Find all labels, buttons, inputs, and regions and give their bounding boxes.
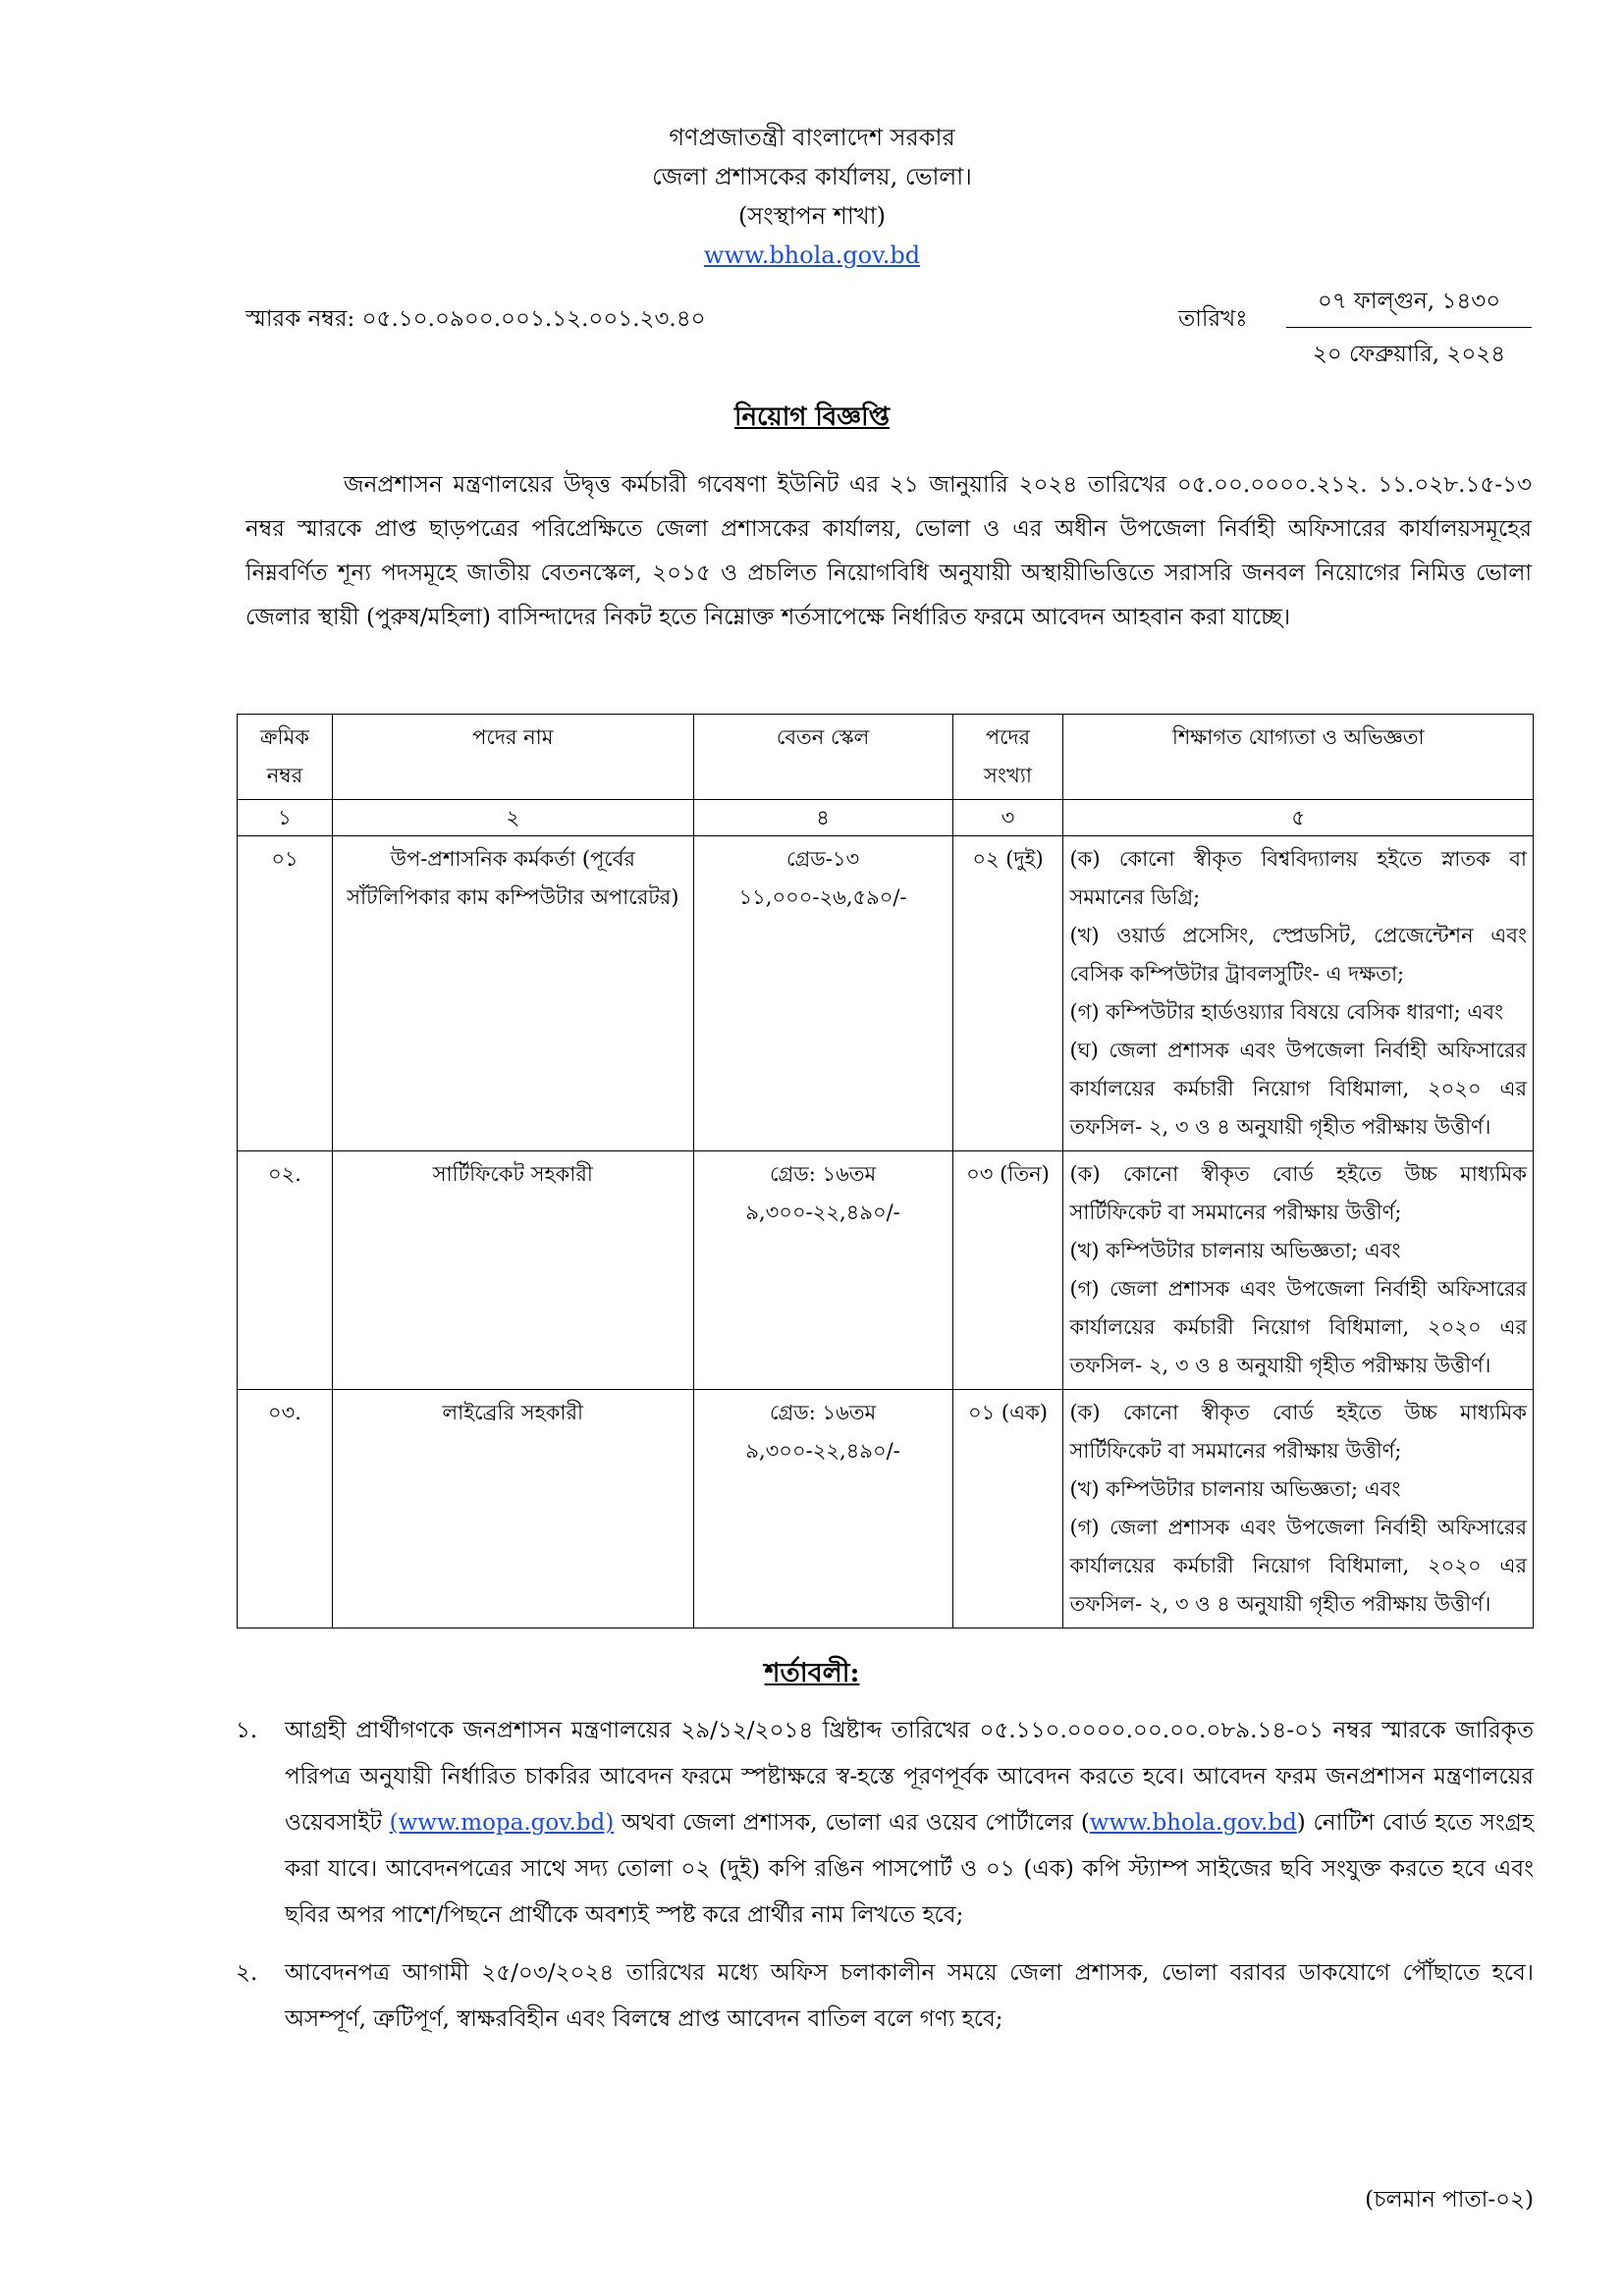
- condition-item: [236, 1708, 1534, 1939]
- condition-number: ১.: [236, 1718, 258, 1743]
- table-row: [238, 1151, 1534, 1390]
- header-scale: বেতন স্কেল: [693, 715, 952, 800]
- row-post: লাইব্রেরি সহকারী: [332, 1390, 693, 1629]
- condition-text: আগ্রহী প্রার্থীগণকে জনপ্রশাসন মন্ত্রণালয়ের ২৯/১২/২০১৪ খ্রিষ্টাব্দ তারিখের ০৫.১১০.০০০০.০০.০০.০৮৯.১৪-০১ নম্বর স্মারকে জারিকৃত পরিপত্র অনুযায়ী নির্ধারিত চাকরির আবেদন ফরমে স্পষ্টাক্ষরে স্ব-হস্তে পূরণপূর্বক আবেদন করতে হবে। আবেদন ফরম জনপ্রশাসন মন্ত্রণালয়ের ওয়েবসাইট: [285, 1718, 1534, 1836]
- row-serial: ০১: [238, 836, 333, 1151]
- col-num: ৫: [1063, 800, 1534, 836]
- row-count: ০৩ (তিন): [952, 1151, 1063, 1390]
- conditions-list: [236, 1708, 1534, 2055]
- mopa-link[interactable]: (www.mopa.gov.bd): [389, 1810, 615, 1836]
- memo-value: ০৫.১০.০৯০০.০০১.১২.০০১.২৩.৪০: [361, 306, 706, 332]
- notice-title-text: নিয়োগ বিজ্ঞপ্তি: [734, 402, 890, 432]
- row-serial: ০৩.: [238, 1390, 333, 1629]
- condition-text: আবেদনপত্র আগামী ২৫/০৩/২০২৪ তারিখের মধ্যে অফিস চলাকালীন সময়ে জেলা প্রশাসক, ভোলা বরাবর ডাকযোগে পৌঁছাতে হবে। অসম্পূর্ণ, ত্রুটিপূর্ণ, স্বাক্ষরবিহীন এবং বিলম্বে প্রাপ্ত আবেদন বাতিল বলে গণ্য হবে;: [285, 1960, 1534, 2032]
- row-scale: গ্রেড: ১৬তম ৯,৩০০-২২,৪৯০/-: [693, 1151, 952, 1390]
- header-post: পদের নাম: [332, 715, 693, 800]
- continued-page-note: (চলমান পাতা-০২): [1365, 2187, 1534, 2213]
- col-num: ২: [332, 800, 693, 836]
- condition-item: [236, 1950, 1534, 2043]
- row-qualification: (ক) কোনো স্বীকৃত বিশ্ববিদ্যালয় হইতে স্নাতক বা সমমানের ডিগ্রি; (খ) ওয়ার্ড প্রসেসিং, স্প্রেডসিট, প্রেজেন্টেশন এবং বেসিক কম্পিউটার ট্রাবলসুটিং- এ দক্ষতা; (গ) কম্পিউটার হার্ডওয়্যার বিষয়ে বেসিক ধারণা; এবং (ঘ) জেলা প্রশাসক এবং উপজেলা নির্বাহী অফিসারের কার্যালয়ের কর্মচারী নিয়োগ বিধিমালা, ২০২০ এর তফসিল- ২, ৩ ও ৪ অনুযায়ী গৃহীত পরীক্ষায় উত্তীর্ণ।: [1063, 836, 1534, 1151]
- date-block: [1286, 283, 1532, 374]
- condition-text: অথবা জেলা প্রশাসক, ভোলা এর ওয়েব পোর্টালের (: [614, 1810, 1090, 1836]
- col-num: ৪: [693, 800, 952, 836]
- office-name: জেলা প্রশাসকের কার্যালয়, ভোলা।: [652, 163, 972, 190]
- vacancy-table: [237, 714, 1534, 1629]
- row-scale: গ্রেড: ১৬তম ৯,৩০০-২২,৪৯০/-: [693, 1390, 952, 1629]
- header-serial: ক্রমিক নম্বর: [238, 715, 333, 800]
- memo-label: স্মারক নম্বর:: [245, 306, 355, 332]
- intro-paragraph: জনপ্রশাসন মন্ত্রণালয়ের উদ্বৃত্ত কর্মচারী গবেষণা ইউনিট এর ২১ জানুয়ারি ২০২৪ তারিখের ০৫.০০.০০০০.২১২. ১১.০২৮.১৫-১৩ নম্বর স্মারকে প্রাপ্ত ছাড়পত্রের পরিপ্রেক্ষিতে জেলা প্রশাসকের কার্যালয়, ভোলা ও এর অধীন উপজেলা নির্বাহী অফিসারের কার্যালয়সমূহের নিম্নবর্ণিত শূন্য পদসমূহে জাতীয় বেতনস্কেল, ২০১৫ ও প্রচলিত নিয়োগবিধি অনুযায়ী অস্থায়ীভিত্তিতে সরাসরি জনবল নিয়োগের নিমিত্ত ভোলা জেলার স্থায়ী (পুরুষ/মহিলা) বাসিন্দাদের নিকট হতে নিম্নোক্ত শর্তসাপেক্ষে নির্ধারিত ফরমে আবেদন আহবান করা যাচ্ছে।: [245, 472, 1532, 630]
- website-line: [0, 236, 1624, 275]
- row-serial: ০২.: [238, 1151, 333, 1390]
- column-number-row: [238, 800, 1534, 836]
- col-num: ১: [238, 800, 333, 836]
- row-post: সার্টিফিকেট সহকারী: [332, 1151, 693, 1390]
- bhola-link[interactable]: www.bhola.gov.bd: [1089, 1810, 1297, 1836]
- condition-number: ২.: [236, 1960, 258, 1986]
- row-count: ০১ (এক): [952, 1390, 1063, 1629]
- row-scale: গ্রেড-১৩ ১১,০০০-২৬,৫৯০/-: [693, 836, 952, 1151]
- date-bangla: ০৭ ফাল্গুন, ১৪৩০: [1286, 283, 1532, 328]
- table-row: [238, 836, 1534, 1151]
- row-qualification: (ক) কোনো স্বীকৃত বোর্ড হইতে উচ্চ মাধ্যমিক সার্টিফিকেট বা সমমানের পরীক্ষায় উত্তীর্ণ; (খ) কম্পিউটার চালনায় অভিজ্ঞতা; এবং (গ) জেলা প্রশাসক এবং উপজেলা নির্বাহী অফিসারের কার্যালয়ের কর্মচারী নিয়োগ বিধিমালা, ২০২০ এর তফসিল- ২, ৩ ও ৪ অনুযায়ী গৃহীত পরীক্ষায় উত্তীর্ণ।: [1063, 1151, 1534, 1390]
- table-header-row: [238, 715, 1534, 800]
- table-row: [238, 1390, 1534, 1629]
- conditions-title-text: শর্তাবলী:: [764, 1658, 860, 1688]
- section-name: (সংস্থাপন শাখা): [738, 202, 886, 230]
- row-post: উপ-প্রশাসনিক কর্মকর্তা (পূর্বের সাঁটলিপিকার কাম কম্পিউটার অপারেটর): [332, 836, 693, 1151]
- notice-title: [0, 397, 1624, 440]
- header-count: পদের সংখ্যা: [952, 715, 1063, 800]
- website-link[interactable]: www.bhola.gov.bd: [703, 241, 921, 269]
- row-qualification: (ক) কোনো স্বীকৃত বোর্ড হইতে উচ্চ মাধ্যমিক সার্টিফিকেট বা সমমানের পরীক্ষায় উত্তীর্ণ; (খ) কম্পিউটার চালনায় অভিজ্ঞতা; এবং (গ) জেলা প্রশাসক এবং উপজেলা নির্বাহী অফিসারের কার্যালয়ের কর্মচারী নিয়োগ বিধিমালা, ২০২০ এর তফসিল- ২, ৩ ও ৪ অনুযায়ী গৃহীত পরীক্ষায় উত্তীর্ণ।: [1063, 1390, 1534, 1629]
- condition-text: ) নোটিশ বোর্ড হতে সংগ্রহ করা যাবে। আবেদনপত্রের সাথে সদ্য তোলা ০২ (দুই) কপি রঙিন পাসপোর্ট ও ০১ (এক) কপি স্ট্যাম্প সাইজের ছবি সংযুক্ত করতে হবে এবং ছবির অপর পাশে/পিছনে প্রার্থীকে অবশ্যই স্পষ্ট করে প্রার্থীর নাম লিখতে হবে;: [285, 1810, 1534, 1928]
- conditions-title: [0, 1653, 1624, 1697]
- date-english: ২০ ফেব্রুয়ারি, ২০২৪: [1312, 342, 1506, 367]
- govt-name: গণপ্রজাতন্ত্রী বাংলাদেশ সরকার: [669, 124, 955, 151]
- col-num: ৩: [952, 800, 1063, 836]
- row-count: ০২ (দুই): [952, 836, 1063, 1151]
- header-qualification: শিক্ষাগত যোগ্যতা ও অভিজ্ঞতা: [1063, 715, 1534, 800]
- date-label: তারিখঃ: [1178, 306, 1248, 332]
- memo-number: [245, 300, 706, 339]
